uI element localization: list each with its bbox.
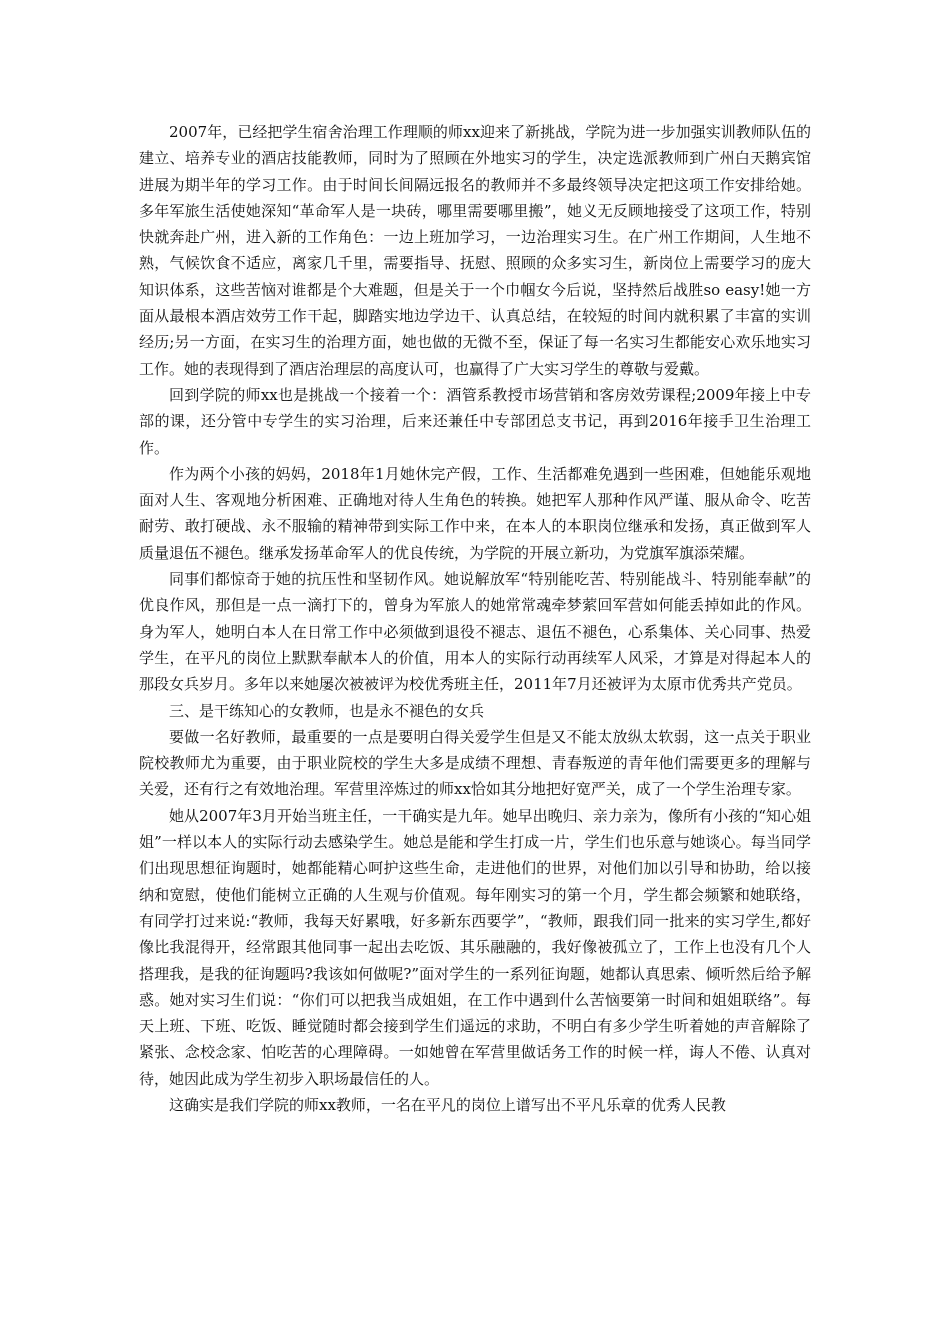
paragraph-5: 要做一名好教师，最重要的一点是要明白得关爱学生但是又不能太放纵太软弱，这一点关于职业院校教师尤为重要，由于职业院校的学生大多是成绩不理想、青春叛逆的青年他们需要更多的理解与关爱，还有行之有效地治理。军营里淬炼过的师xx恰如其分地把好宽严关，成了一个学生治理专家。 xyxy=(139,727,811,799)
paragraph-6: 她从2007年3月开始当班主任，一干确实是九年。她早出晚归、亲力亲为，像所有小孩的“知心姐姐”一样以本人的实际行动去感染学生。她总是能和学生打成一片，学生们也乐意与她谈心。每当同学们出现思想征询题时，她都能精心呵护这些生命，走进他们的世界，对他们加以引导和协助，给以接纳和宽慰，使他们能树立正确的人生观与价值观。每年刚实习的第一个月，学生都会频繁和她联络，有同学打过来说:“教师，我每天好累哦，好多新东西要学”，“教师，跟我们同一批来的实习学生,都好像比我混得开，经常跟其他同事一起出去吃饭、其乐融融的，我好像被孤立了，工作上也没有几个人搭理我，是我的征询题吗?我该如何做呢?”面对学生的一系列征询题，她都认真思索、倾听然后给予解惑。她对实习生们说：“你们可以把我当成姐姐，在工作中遇到什么苦恼要第一时间和姐姐联络”。每天上班、下班、吃饭、睡觉随时都会接到学生们遥远的求助，不明白有多少学生听着她的声音解除了紧张、念校念家、怕吃苦的心理障碍。一如她曾在军营里做话务工作的时候一样，诲人不倦、认真对待，她因此成为学生初步入职场最信任的人。 xyxy=(139,806,811,1088)
paragraph-7: 这确实是我们学院的师xx教师，一名在平凡的岗位上谱写出不平凡乐章的优秀人民教 xyxy=(169,1095,726,1114)
document-page xyxy=(139,119,811,1118)
paragraph-4: 同事们都惊奇于她的抗压性和坚韧作风。她说解放军“特别能吃苦、特别能战斗、特别能奉献”的优良作风，那但是一点一滴打下的，曾身为军旅人的她常常魂牵梦萦回军营如何能丢掉如此的作风。身为军人，她明白本人在日常工作中必须做到退役不褪志、退伍不褪色，心系集体、关心同事、热爱学生，在平凡的岗位上默默奉献本人的价值，用本人的实际行动再续军人风采，才算是对得起本人的那段女兵岁月。多年以来她屡次被被评为校优秀班主任，2011年7月还被评为太原市优秀共产党员。 xyxy=(139,570,811,694)
paragraph-3: 作为两个小孩的妈妈，2018年1月她休完产假，工作、生活都难免遇到一些困难，但她能乐观地面对人生、客观地分析困难、正确地对待人生角色的转换。她把军人那种作风严谨、服从命令、吃苦耐劳、敢打硬战、永不服输的精神带到实际工作中来，在本人的本职岗位继承和发扬，真正做到军人质量退伍不褪色。继承发扬革命军人的优良传统，为学院的开展立新功，为党旗军旗添荣耀。 xyxy=(139,464,811,562)
paragraph-1: 2007年，已经把学生宿舍治理工作理顺的师xx迎来了新挑战，学院为进一步加强实训教师队伍的建立、培养专业的酒店技能教师，同时为了照顾在外地实习的学生，决定选派教师到广州白天鹅宾馆进展为期半年的学习工作。由于时间长间隔远报名的教师并不多最终领导决定把这项工作安排给她。多年军旅生活使她深知“革命军人是一块砖，哪里需要哪里搬”，她义无反顾地接受了这项工作，特别快就奔赴广州，进入新的工作角色：一边上班加学习，一边治理实习生。在广州工作期间，人生地不熟，气候饮食不适应，离家几千里，需要指导、抚慰、照顾的众多实习生，新岗位上需要学习的庞大知识体系，这些苦恼对谁都是个大难题，但是关于一个巾帼女今后说，坚持然后战胜so easy!她一方面从最根本酒店效劳工作干起，脚踏实地边学边干、认真总结，在较短的时间内就积累了丰富的实训经历;另一方面，在实习生的治理方面，她也做的无微不至，保证了每一名实习生都能安心欢乐地实习工作。她的表现得到了酒店治理层的高度认可，也赢得了广大实习学生的尊敬与爱戴。 xyxy=(139,123,811,378)
section-heading: 三、是干练知心的女教师，也是永不褪色的女兵 xyxy=(169,701,485,720)
paragraph-2: 回到学院的师xx也是挑战一个接着一个：酒管系教授市场营销和客房效劳课程;2009年接上中专部的课，还分管中专学生的实习治理，后来还兼任中专部团总支书记，再到2016年接手卫生治理工作。 xyxy=(139,385,811,457)
